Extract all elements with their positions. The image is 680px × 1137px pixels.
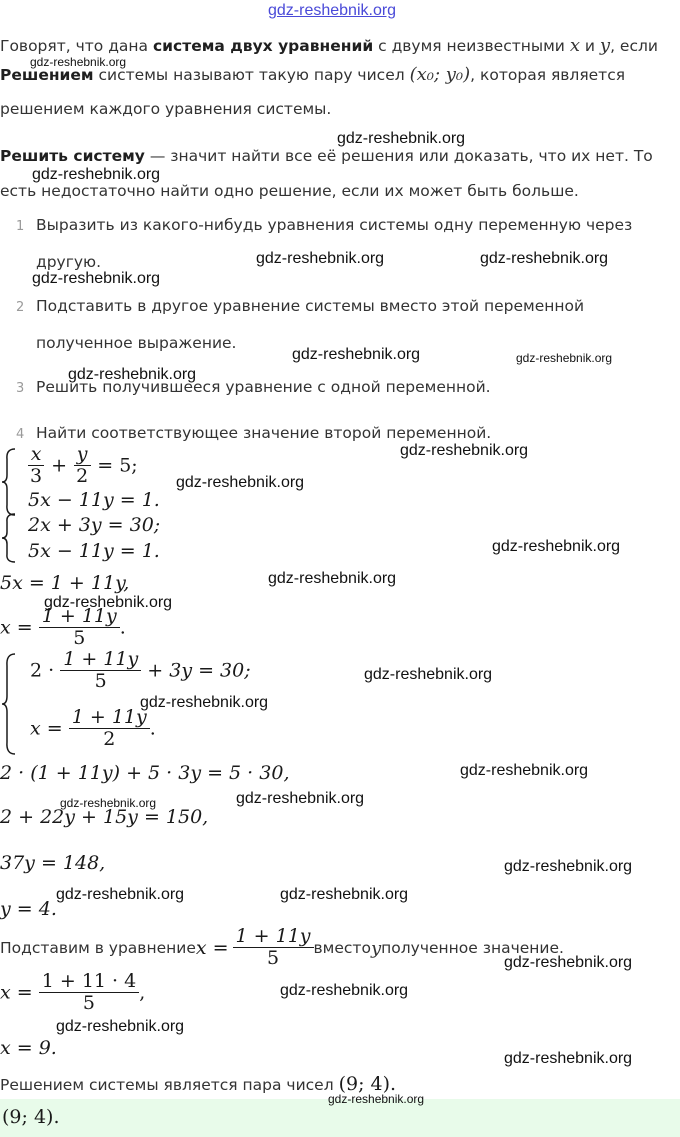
x4-lhs: x = [0,981,33,1004]
intro-bold: система двух уравнений [152,37,374,55]
answer-value: (9; 4). [2,1106,60,1128]
watermark: gdz-reshebnik.org [140,694,269,711]
x4-den: 5 [82,991,96,1014]
watermark: gdz-reshebnik.org [337,130,466,147]
sys3b-pre: x = [30,717,63,740]
x-expression [0,607,126,650]
system-1-eq-2: 5x − 11y = 1. [28,489,160,511]
watermark: gdz-reshebnik.org [32,270,161,287]
intro-line [0,35,658,56]
watermark: gdz-reshebnik.org [60,796,157,810]
watermark: gdz-reshebnik.org [268,570,397,587]
x-eq-lhs: x = [0,616,33,639]
watermark: gdz-reshebnik.org [504,954,633,971]
step-4-line1: Найти соответствующее значение второй переменной. [36,424,492,442]
subst-pre: Подставим в уравнение [0,939,196,957]
system-2-brace [0,512,20,564]
system-3-eq-2 [30,708,156,751]
subst-y: y [370,937,382,959]
sys3b-num: 1 + 11y [69,708,150,729]
frac-num-y: y [74,445,91,466]
x4-num: 1 + 11 · 4 [39,972,139,993]
watermark: gdz-reshebnik.org [504,858,633,875]
watermark: gdz-reshebnik.org [256,250,385,267]
watermark: gdz-reshebnik.org [460,762,589,779]
system-2-eq-2: 5x − 11y = 1. [28,540,160,562]
plus-sign: + [51,454,68,477]
frac-den-3: 3 [30,464,43,487]
system-1-brace [0,447,20,517]
solution-bold: Решением [0,66,94,84]
sys3b-post: . [149,717,156,740]
watermark: gdz-reshebnik.org [30,55,127,69]
x-end: . [119,616,126,639]
sys3b-den: 2 [103,727,116,750]
watermark: gdz-reshebnik.org [364,666,493,683]
step-2-number: 2 [16,300,25,315]
intro-pre: Говорят, что дана [0,37,153,55]
system-3-eq-1 [30,650,251,693]
step-1-line1: Выразить из какого-нибудь уравнения системы одну переменную через [36,216,633,234]
watermark: gdz-reshebnik.org [492,538,621,555]
x-equals-9: x = 9. [0,1037,57,1059]
watermark: gdz-reshebnik.org [68,366,197,383]
intro-mid: с двумя неизвестными [373,37,570,55]
step-3-line1: Решить получившееся уравнение с одной переменной. [36,378,491,396]
subst-num: 1 + 11y [233,927,314,948]
intro-end: , если [610,37,658,55]
pair-x0y0: (x₀; y₀) [409,64,471,85]
watermark: gdz-reshebnik.org [280,982,409,999]
sys3-post: + 3y = 30; [147,659,251,682]
watermark: gdz-reshebnik.org [328,1092,425,1106]
watermark: gdz-reshebnik.org [400,442,529,459]
watermark: gdz-reshebnik.org [292,346,421,363]
calc-line-1: 2 · (1 + 11y) + 5 · 3y = 5 · 30, [0,762,290,784]
result-text: Решением системы является пара чисел [0,1076,339,1094]
rhs-5: = 5; [97,454,138,477]
solve-bold: Решить систему [0,147,145,165]
watermark: gdz-reshebnik.org [32,166,161,183]
watermark: gdz-reshebnik.org [280,886,409,903]
intro-and: и [579,37,600,55]
calc-line-y4: y = 4. [0,898,57,920]
step-3-number: 3 [16,381,25,396]
step-4-number: 4 [16,427,25,442]
solution-line2: решением каждого уравнения системы. [0,100,332,118]
watermark: gdz-reshebnik.org [56,886,185,903]
watermark-top-link[interactable]: gdz-reshebnik.org [268,2,397,19]
watermark: gdz-reshebnik.org [236,790,365,807]
sys3-num: 1 + 11y [60,650,141,671]
solution-end: , которая является [470,66,626,84]
solve-definition-line [0,147,653,165]
system-1-eq-1 [27,445,138,488]
x4-end: , [139,981,146,1004]
solution-text: системы называют такую пару чисел [93,66,410,84]
calc-line-3: 37y = 148, [0,852,106,874]
x-with-4 [0,972,145,1015]
subst-mid: вместо [313,939,371,957]
solve-text: — значит найти все её решения или доказать, что их нет. То [144,147,653,165]
solve-line2: есть недостаточно найти одно решение, если их может быть больше. [0,182,579,200]
x-frac-den: 5 [73,626,86,649]
subst-x: x = [195,937,229,959]
system-3-brace [0,652,20,756]
expr-5x: 5x = 1 + 11y, [0,572,130,594]
step-1-number: 1 [16,219,25,234]
watermark: gdz-reshebnik.org [56,1018,185,1035]
frac-num-x: x [28,445,45,466]
watermark: gdz-reshebnik.org [480,250,609,267]
step-2-line1: Подставить в другое уравнение системы вместо этой переменной [36,297,585,315]
watermark: gdz-reshebnik.org [516,351,613,365]
step-1-line2: другую. [36,253,102,271]
result-pair: (9; 4). [338,1073,397,1095]
sys3-pre: 2 · [30,659,55,682]
frac-den-2: 2 [76,464,89,487]
sys3-den: 5 [94,669,107,692]
watermark: gdz-reshebnik.org [504,1050,633,1067]
var-x: x [569,35,580,56]
calc-line-2: 2 + 22y + 15y = 150, [0,806,209,828]
step-2-line2: полученное выражение. [36,334,237,352]
watermark: gdz-reshebnik.org [176,474,305,491]
x-frac-num: 1 + 11y [39,607,120,628]
system-2-eq-1: 2x + 3y = 30; [28,514,161,536]
watermark: gdz-reshebnik.org [44,594,173,611]
subst-den: 5 [267,946,280,969]
substitute-sentence [0,925,564,971]
var-y: y [599,35,611,56]
subst-end: полученное значение. [381,939,564,957]
